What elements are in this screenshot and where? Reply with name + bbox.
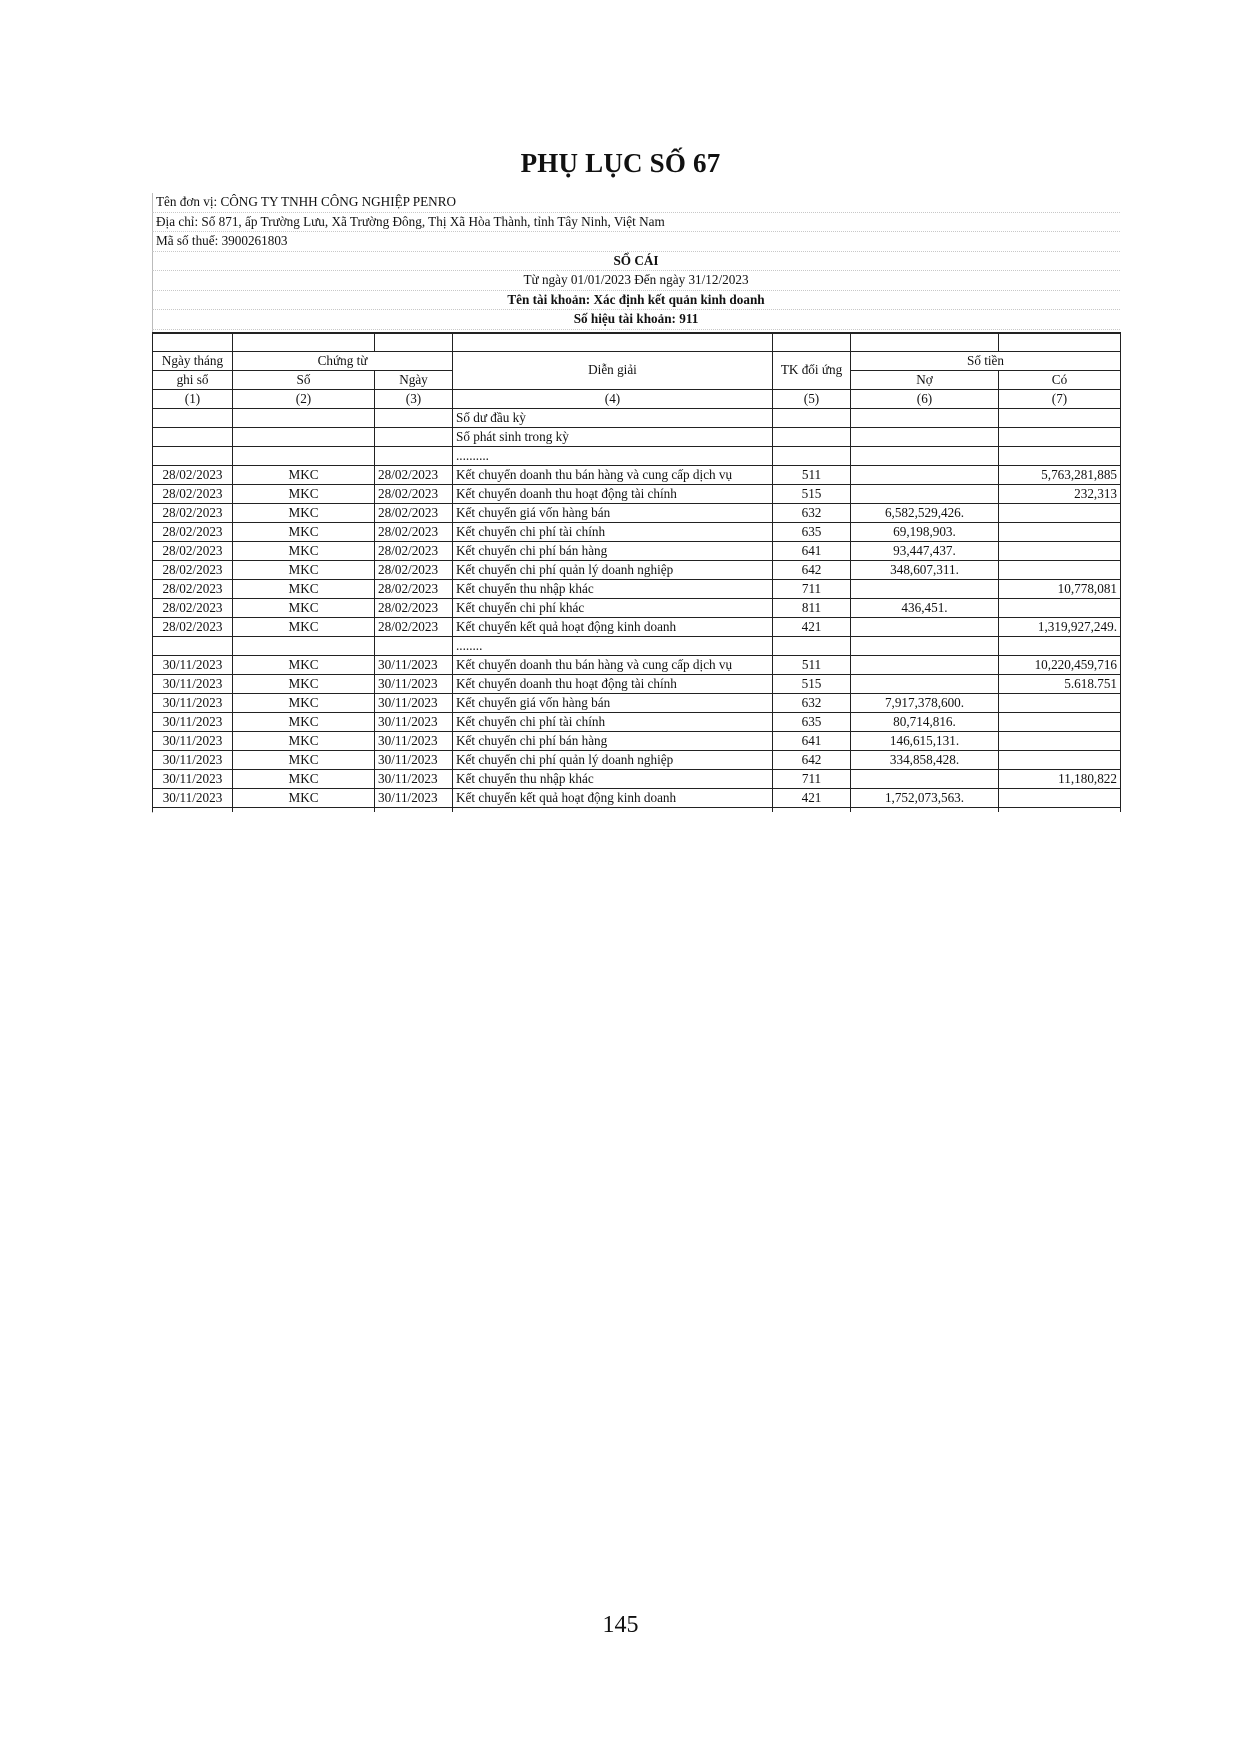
cell-credit	[999, 636, 1121, 655]
page-number: 145	[602, 1612, 639, 1638]
cell-debit	[851, 636, 999, 655]
ledger-row	[153, 674, 1121, 693]
cell-description: Kết chuyển chi phí tài chính	[453, 712, 773, 731]
cell-credit	[999, 503, 1121, 522]
cell-contra-account: 811	[773, 598, 851, 617]
cell-contra-account: 515	[773, 484, 851, 503]
cell-contra-account: 421	[773, 788, 851, 807]
cell-debit: 7,917,378,600.	[851, 693, 999, 712]
cell-description: Kết chuyển doanh thu bán hàng và cung cấp dịch vụ	[453, 655, 773, 674]
ledger-row	[153, 408, 1121, 427]
cell-credit	[999, 750, 1121, 769]
cell-voucher-no: MKC	[233, 788, 375, 807]
cell-credit: 10,220,459,716	[999, 655, 1121, 674]
cell-date-recorded	[153, 446, 233, 465]
cell-date-recorded: 30/11/2023	[153, 693, 233, 712]
cell-voucher-date	[375, 446, 453, 465]
cell-voucher-date	[375, 427, 453, 446]
cell-credit	[999, 788, 1121, 807]
ledger-row	[153, 503, 1121, 522]
cell-voucher-no: MKC	[233, 674, 375, 693]
ledger-row	[153, 731, 1121, 750]
ledger-row	[153, 522, 1121, 541]
company-tax-code: Mã số thuế: 3900261803	[152, 232, 1120, 252]
cell-contra-account: 515	[773, 674, 851, 693]
cell-voucher-date	[375, 636, 453, 655]
cell-credit	[999, 731, 1121, 750]
cell-description: Kết chuyển chi phí quản lý doanh nghiệp	[453, 560, 773, 579]
cell-contra-account: 421	[773, 617, 851, 636]
cell-contra-account: 511	[773, 465, 851, 484]
cell-credit: 232,313	[999, 484, 1121, 503]
cell-debit: 69,198,903.	[851, 522, 999, 541]
cell-description: Kết chuyển doanh thu bán hàng và cung cấp dịch vụ	[453, 465, 773, 484]
ledger-end-cell	[999, 807, 1121, 812]
ledger-row	[153, 560, 1121, 579]
cell-contra-account: 711	[773, 579, 851, 598]
header-debit: Nợ	[851, 370, 999, 389]
cell-credit: 10,778,081	[999, 579, 1121, 598]
ledger-row	[153, 598, 1121, 617]
cell-debit	[851, 484, 999, 503]
ledger-row	[153, 484, 1121, 503]
ledger-row	[153, 579, 1121, 598]
cell-date-recorded: 30/11/2023	[153, 674, 233, 693]
cell-date-recorded: 28/02/2023	[153, 617, 233, 636]
cell-date-recorded: 28/02/2023	[153, 484, 233, 503]
col-number-3: (3)	[375, 389, 453, 408]
col-number-4: (4)	[453, 389, 773, 408]
cell-voucher-no: MKC	[233, 750, 375, 769]
cell-credit	[999, 408, 1121, 427]
ledger-row	[153, 465, 1121, 484]
header-credit: Có	[999, 370, 1121, 389]
cell-voucher-no: MKC	[233, 769, 375, 788]
ledger-row	[153, 693, 1121, 712]
cell-date-recorded: 30/11/2023	[153, 655, 233, 674]
cell-date-recorded: 28/02/2023	[153, 560, 233, 579]
header-contra-account: TK đối ứng	[773, 351, 851, 389]
cell-description: Kết chuyển doanh thu hoạt động tài chính	[453, 674, 773, 693]
ledger-end-cell	[153, 807, 233, 812]
cell-date-recorded: 28/02/2023	[153, 579, 233, 598]
cell-debit: 334,858,428.	[851, 750, 999, 769]
cell-voucher-date: 30/11/2023	[375, 674, 453, 693]
company-name: Tên đơn vị: CÔNG TY TNHH CÔNG NGHIỆP PENRO	[152, 193, 1120, 213]
ledger-table	[152, 332, 1121, 812]
cell-date-recorded: 28/02/2023	[153, 465, 233, 484]
cell-credit	[999, 427, 1121, 446]
cell-date-recorded: 28/02/2023	[153, 541, 233, 560]
cell-credit	[999, 446, 1121, 465]
account-name: Tên tài khoản: Xác định kết quản kinh doanh	[152, 291, 1120, 311]
cell-debit: 436,451.	[851, 598, 999, 617]
ledger-row	[153, 427, 1121, 446]
cell-debit	[851, 465, 999, 484]
cell-contra-account: 642	[773, 750, 851, 769]
cell-contra-account: 642	[773, 560, 851, 579]
cell-voucher-no	[233, 636, 375, 655]
cell-description: Kết chuyển giá vốn hàng bán	[453, 503, 773, 522]
cell-voucher-no: MKC	[233, 560, 375, 579]
ledger-end-cell	[851, 807, 999, 812]
cell-debit: 80,714,816.	[851, 712, 999, 731]
cell-date-recorded: 28/02/2023	[153, 503, 233, 522]
header-voucher-no: Số	[233, 370, 375, 389]
cell-voucher-date: 30/11/2023	[375, 712, 453, 731]
ledger-row	[153, 446, 1121, 465]
cell-debit	[851, 446, 999, 465]
cell-description: Kết chuyển chi phí bán hàng	[453, 731, 773, 750]
col-number-2: (2)	[233, 389, 375, 408]
cell-date-recorded	[153, 636, 233, 655]
cell-voucher-no: MKC	[233, 484, 375, 503]
ledger-end-cell	[773, 807, 851, 812]
ledger-row	[153, 712, 1121, 731]
cell-contra-account: 511	[773, 655, 851, 674]
cell-credit	[999, 712, 1121, 731]
cell-description: Số phát sinh trong kỳ	[453, 427, 773, 446]
cell-voucher-no: MKC	[233, 598, 375, 617]
ledger-row	[153, 541, 1121, 560]
cell-voucher-date: 28/02/2023	[375, 598, 453, 617]
cell-description: ..........	[453, 446, 773, 465]
cell-contra-account	[773, 427, 851, 446]
cell-voucher-no: MKC	[233, 522, 375, 541]
header-voucher-date: Ngày	[375, 370, 453, 389]
cell-voucher-no: MKC	[233, 655, 375, 674]
cell-voucher-date: 28/02/2023	[375, 503, 453, 522]
cell-contra-account: 635	[773, 712, 851, 731]
cell-voucher-no: MKC	[233, 712, 375, 731]
cell-voucher-date: 28/02/2023	[375, 579, 453, 598]
cell-description: Số dư đầu kỳ	[453, 408, 773, 427]
cell-date-recorded: 28/02/2023	[153, 522, 233, 541]
cell-debit	[851, 579, 999, 598]
cell-voucher-date: 30/11/2023	[375, 731, 453, 750]
col-number-5: (5)	[773, 389, 851, 408]
cell-date-recorded: 28/02/2023	[153, 598, 233, 617]
cell-voucher-no: MKC	[233, 693, 375, 712]
cell-contra-account: 641	[773, 541, 851, 560]
cell-debit: 93,447,437.	[851, 541, 999, 560]
col-number-1: (1)	[153, 389, 233, 408]
cell-credit: 5.618.751	[999, 674, 1121, 693]
ledger-end-row	[153, 807, 1121, 812]
cell-credit: 11,180,822	[999, 769, 1121, 788]
cell-date-recorded: 30/11/2023	[153, 788, 233, 807]
cell-contra-account	[773, 636, 851, 655]
column-number-row	[153, 389, 1121, 408]
cell-description: Kết chuyển giá vốn hàng bán	[453, 693, 773, 712]
cell-date-recorded	[153, 427, 233, 446]
cell-debit	[851, 769, 999, 788]
cell-contra-account: 632	[773, 503, 851, 522]
ledger-row	[153, 617, 1121, 636]
cell-credit: 5,763,281,885	[999, 465, 1121, 484]
cell-debit	[851, 674, 999, 693]
cell-debit: 6,582,529,426.	[851, 503, 999, 522]
cell-voucher-date: 30/11/2023	[375, 769, 453, 788]
ledger-period: Từ ngày 01/01/2023 Đến ngày 31/12/2023	[152, 271, 1120, 291]
cell-voucher-date: 28/02/2023	[375, 522, 453, 541]
header-voucher: Chứng từ	[233, 351, 453, 370]
cell-description: Kết chuyển chi phí khác	[453, 598, 773, 617]
cell-voucher-date	[375, 408, 453, 427]
cell-description: Kết chuyển chi phí tài chính	[453, 522, 773, 541]
cell-description: Kết chuyển chi phí bán hàng	[453, 541, 773, 560]
cell-credit	[999, 522, 1121, 541]
cell-voucher-date: 30/11/2023	[375, 750, 453, 769]
cell-description: Kết chuyển thu nhập khác	[453, 769, 773, 788]
cell-voucher-no: MKC	[233, 579, 375, 598]
cell-voucher-no: MKC	[233, 731, 375, 750]
ledger-sheet	[152, 193, 1120, 812]
ledger-row	[153, 750, 1121, 769]
cell-debit	[851, 408, 999, 427]
cell-voucher-no: MKC	[233, 617, 375, 636]
ledger-row	[153, 655, 1121, 674]
cell-credit	[999, 598, 1121, 617]
cell-voucher-date: 28/02/2023	[375, 465, 453, 484]
ledger-end-cell	[375, 807, 453, 812]
header-date-recorded-line2: ghi sổ	[153, 370, 233, 389]
ledger-end-cell	[453, 807, 773, 812]
cell-voucher-no	[233, 427, 375, 446]
cell-voucher-no: MKC	[233, 541, 375, 560]
ledger-end-cell	[233, 807, 375, 812]
cell-credit: 1,319,927,249.	[999, 617, 1121, 636]
cell-date-recorded: 30/11/2023	[153, 712, 233, 731]
cell-date-recorded: 30/11/2023	[153, 750, 233, 769]
cell-description: Kết chuyển kết quả hoạt động kinh doanh	[453, 617, 773, 636]
account-number: Số hiệu tài khoản: 911	[152, 310, 1120, 330]
cell-description: Kết chuyển chi phí quản lý doanh nghiệp	[453, 750, 773, 769]
cell-debit	[851, 617, 999, 636]
cell-voucher-date: 28/02/2023	[375, 617, 453, 636]
cell-contra-account: 711	[773, 769, 851, 788]
cell-contra-account: 632	[773, 693, 851, 712]
cell-voucher-date: 30/11/2023	[375, 788, 453, 807]
cell-debit: 348,607,311.	[851, 560, 999, 579]
cell-voucher-no: MKC	[233, 465, 375, 484]
cell-contra-account: 641	[773, 731, 851, 750]
cell-date-recorded: 30/11/2023	[153, 769, 233, 788]
cell-description: Kết chuyển doanh thu hoạt động tài chính	[453, 484, 773, 503]
ledger-row	[153, 788, 1121, 807]
cell-credit	[999, 541, 1121, 560]
header-row-1	[153, 351, 1121, 370]
cell-voucher-date: 30/11/2023	[375, 693, 453, 712]
cell-voucher-date: 28/02/2023	[375, 560, 453, 579]
appendix-title: PHỤ LỤC SỐ 67	[520, 148, 721, 178]
col-number-7: (7)	[999, 389, 1121, 408]
cell-contra-account	[773, 408, 851, 427]
cell-voucher-date: 28/02/2023	[375, 541, 453, 560]
cell-description: ........	[453, 636, 773, 655]
cell-debit	[851, 655, 999, 674]
cell-credit	[999, 693, 1121, 712]
cell-debit: 1,752,073,563.	[851, 788, 999, 807]
ledger-title: SỔ CÁI	[152, 252, 1120, 272]
cell-date-recorded: 30/11/2023	[153, 731, 233, 750]
cell-contra-account	[773, 446, 851, 465]
cell-debit: 146,615,131.	[851, 731, 999, 750]
spacer-row	[153, 333, 1121, 352]
col-number-6: (6)	[851, 389, 999, 408]
cell-voucher-no	[233, 446, 375, 465]
cell-contra-account: 635	[773, 522, 851, 541]
cell-debit	[851, 427, 999, 446]
cell-date-recorded	[153, 408, 233, 427]
cell-description: Kết chuyển kết quả hoạt động kinh doanh	[453, 788, 773, 807]
header-amount: Số tiền	[851, 351, 1121, 370]
cell-voucher-date: 30/11/2023	[375, 655, 453, 674]
header-description: Diễn giải	[453, 351, 773, 389]
header-date-recorded-line1: Ngày tháng	[153, 351, 233, 370]
cell-credit	[999, 560, 1121, 579]
cell-voucher-no: MKC	[233, 503, 375, 522]
cell-voucher-date: 28/02/2023	[375, 484, 453, 503]
cell-voucher-no	[233, 408, 375, 427]
cell-description: Kết chuyển thu nhập khác	[453, 579, 773, 598]
ledger-row	[153, 769, 1121, 788]
ledger-row	[153, 636, 1121, 655]
company-address: Địa chỉ: Số 871, ấp Trường Lưu, Xã Trường Đông, Thị Xã Hòa Thành, tỉnh Tây Ninh, Việt Nam	[152, 213, 1120, 233]
